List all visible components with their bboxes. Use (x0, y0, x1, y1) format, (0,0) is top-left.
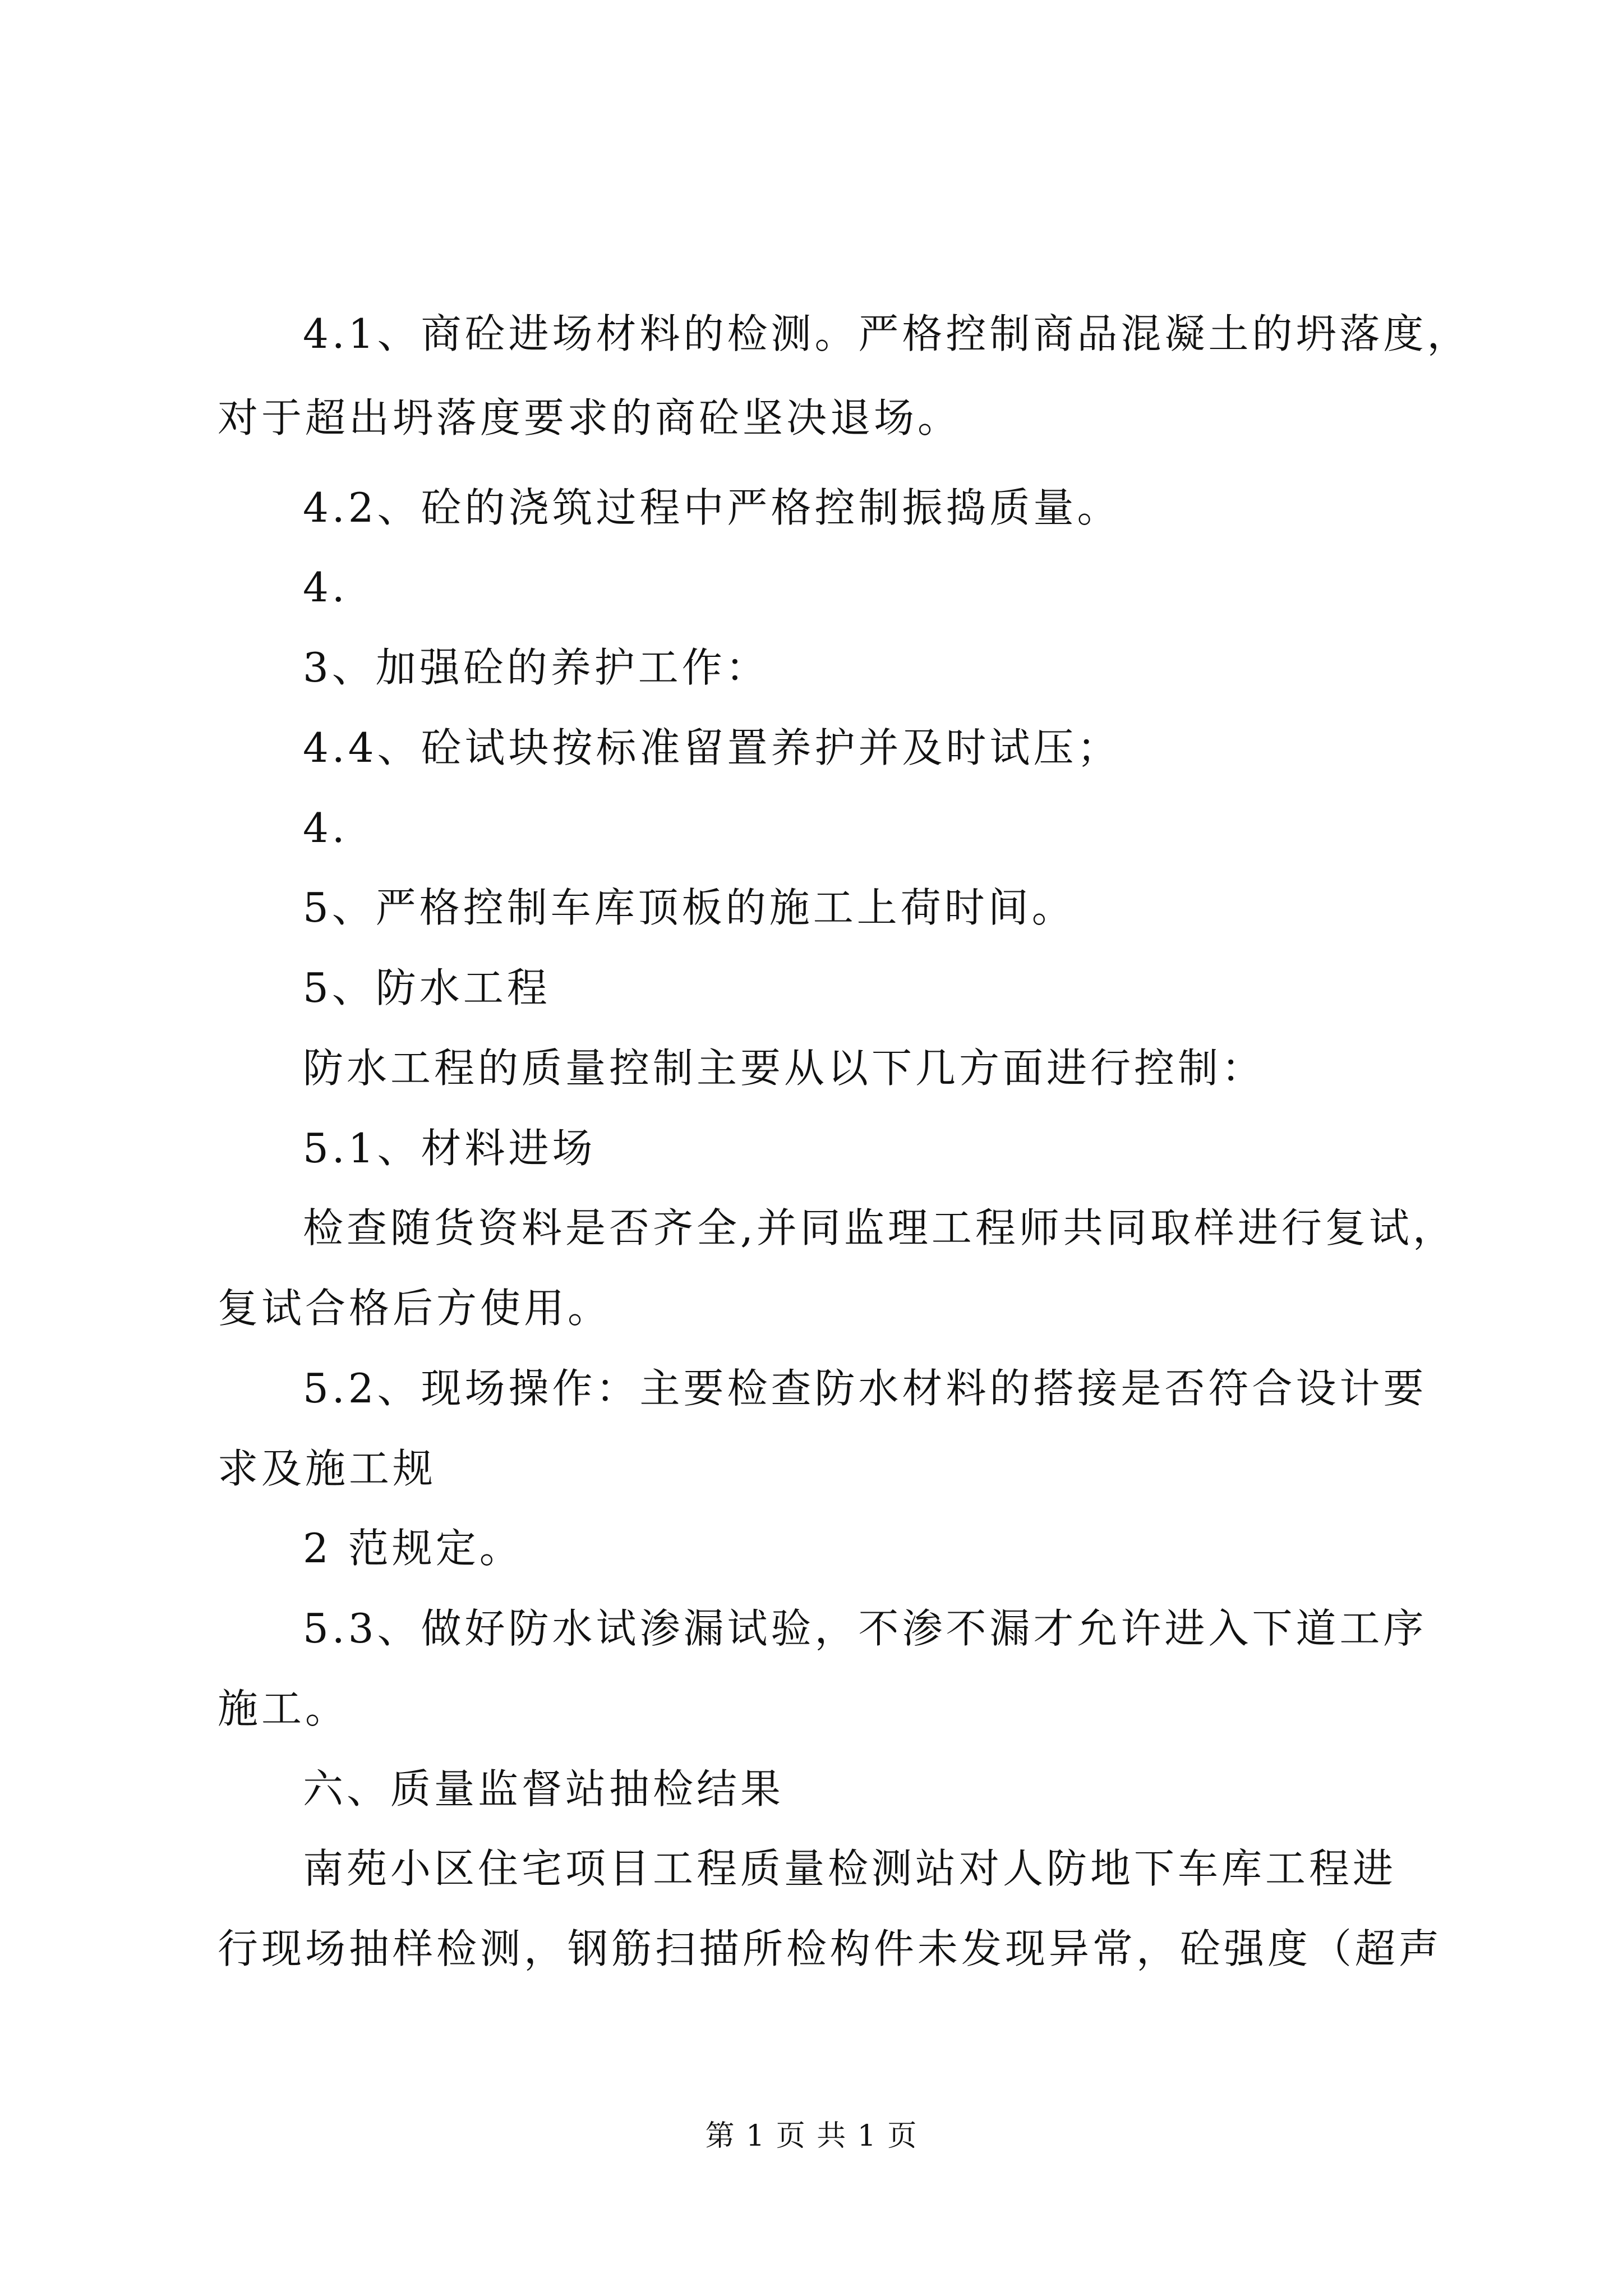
paragraph-line: 防水工程的质量控制主要从以下几方面进行控制： (303, 1045, 1266, 1092)
paragraph-line: 4.2、砼的浇筑过程中严格控制振捣质量。 (303, 484, 1121, 531)
paragraph-line: 4. (303, 564, 348, 611)
paragraph-line: 2 范规定。 (303, 1525, 523, 1572)
subsection-heading: 5.1、材料进场 (303, 1125, 596, 1172)
paragraph-line: 5.3、做好防水试渗漏试验，不渗不漏才允许进入下道工序 (303, 1605, 1427, 1652)
paragraph-line: 4.4、砼试块按标准留置养护并及时试压； (303, 724, 1121, 771)
section-heading: 六、质量监督站抽检结果 (303, 1765, 785, 1812)
paragraph-line: 南苑小区住宅项目工程质量检测站对人防地下车库工程进 (303, 1845, 1397, 1892)
paragraph-line: 对于超出坍落度要求的商砼坚决退场。 (218, 394, 962, 441)
paragraph-line: 求及施工规 (218, 1445, 437, 1492)
paragraph-line: 5、严格控制车库顶板的施工上荷时间。 (303, 884, 1076, 931)
paragraph-line: 3、加强砼的养护工作： (303, 644, 769, 691)
page-footer: 第 1 页 共 1 页 (705, 2119, 918, 2153)
paragraph-line: 5.2、现场操作：主要检查防水材料的搭接是否符合设计要 (303, 1365, 1427, 1412)
paragraph-line: 4. (303, 804, 348, 852)
paragraph-line: 行现场抽样检测，钢筋扫描所检构件未发现异常，砼强度（超声 (218, 1925, 1443, 1972)
paragraph-line: 复试合格后方使用。 (218, 1285, 612, 1332)
paragraph-line: 检查随货资料是否齐全,并同监理工程师共同取样进行复试， (303, 1204, 1456, 1251)
paragraph-line: 施工。 (218, 1685, 349, 1732)
paragraph-line: 4.1、商砼进场材料的检测。严格控制商品混凝土的坍落度， (303, 310, 1471, 357)
section-heading: 5、防水工程 (303, 964, 551, 1011)
